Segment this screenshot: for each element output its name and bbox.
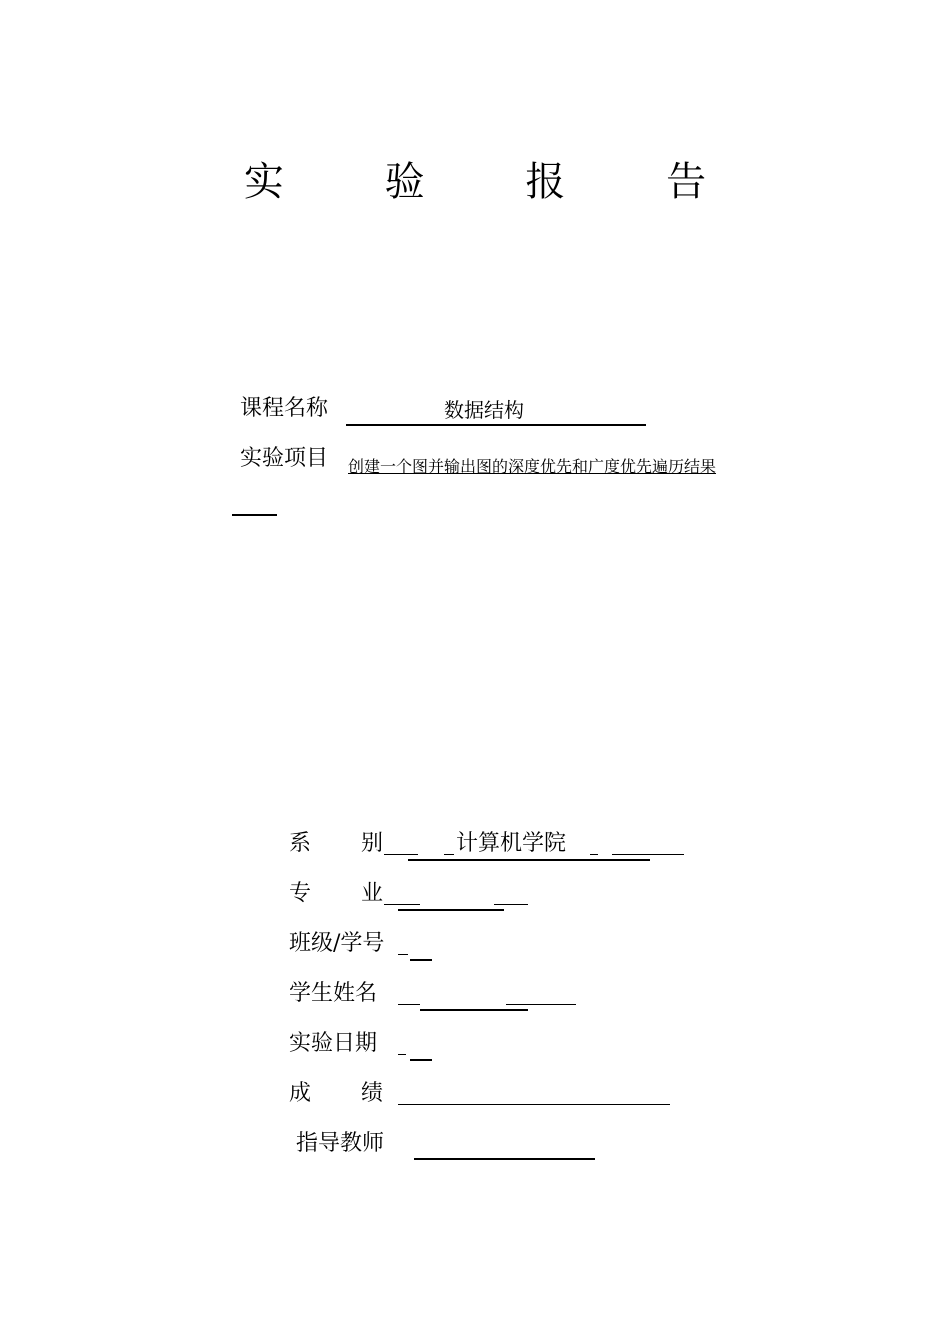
experiment-date-underline-main — [410, 1059, 432, 1061]
class-id-underline-main — [410, 959, 432, 961]
major-label-second: 业 — [361, 881, 384, 906]
course-name-value: 数据结构 — [444, 398, 524, 422]
course-name-label: 课程名称 — [240, 396, 329, 421]
department-label-second: 别 — [361, 831, 384, 856]
department-value: 计算机学院 — [456, 831, 567, 856]
experiment-date-underline-dash — [398, 1054, 406, 1055]
department-underline-main — [408, 859, 650, 861]
department-underline-mid — [444, 854, 454, 855]
department-underline-left — [384, 854, 418, 855]
student-name-label: 学生姓名 — [289, 981, 378, 1006]
major-underline-right — [494, 904, 528, 905]
department-underline-right — [612, 854, 684, 855]
department-underline-dash — [590, 854, 598, 855]
student-name-underline-main — [420, 1009, 528, 1011]
experiment-date-label: 实验日期 — [289, 1031, 378, 1056]
project-label: 实验项目 — [240, 446, 329, 471]
score-underline — [398, 1104, 670, 1105]
project-continuation-line — [232, 514, 277, 516]
major-underline-main — [398, 909, 504, 911]
advisor-label: 指导教师 — [296, 1131, 385, 1156]
student-name-underline-left — [398, 1004, 420, 1005]
class-id-underline-dash — [398, 954, 408, 955]
course-name-underline — [346, 424, 646, 426]
major-label-first: 专 — [289, 881, 312, 906]
major-underline-left — [384, 904, 420, 905]
department-label-first: 系 — [289, 831, 312, 856]
class-id-label: 班级/学号 — [289, 931, 385, 956]
report-title: 实 验 报 告 — [243, 159, 751, 205]
score-label-first: 成 — [289, 1081, 312, 1106]
advisor-underline — [414, 1158, 595, 1160]
score-label-second: 绩 — [361, 1081, 384, 1106]
project-value: 创建一个图并输出图的深度优先和广度优先遍历结果 — [348, 457, 717, 476]
student-name-underline-right — [506, 1004, 576, 1005]
